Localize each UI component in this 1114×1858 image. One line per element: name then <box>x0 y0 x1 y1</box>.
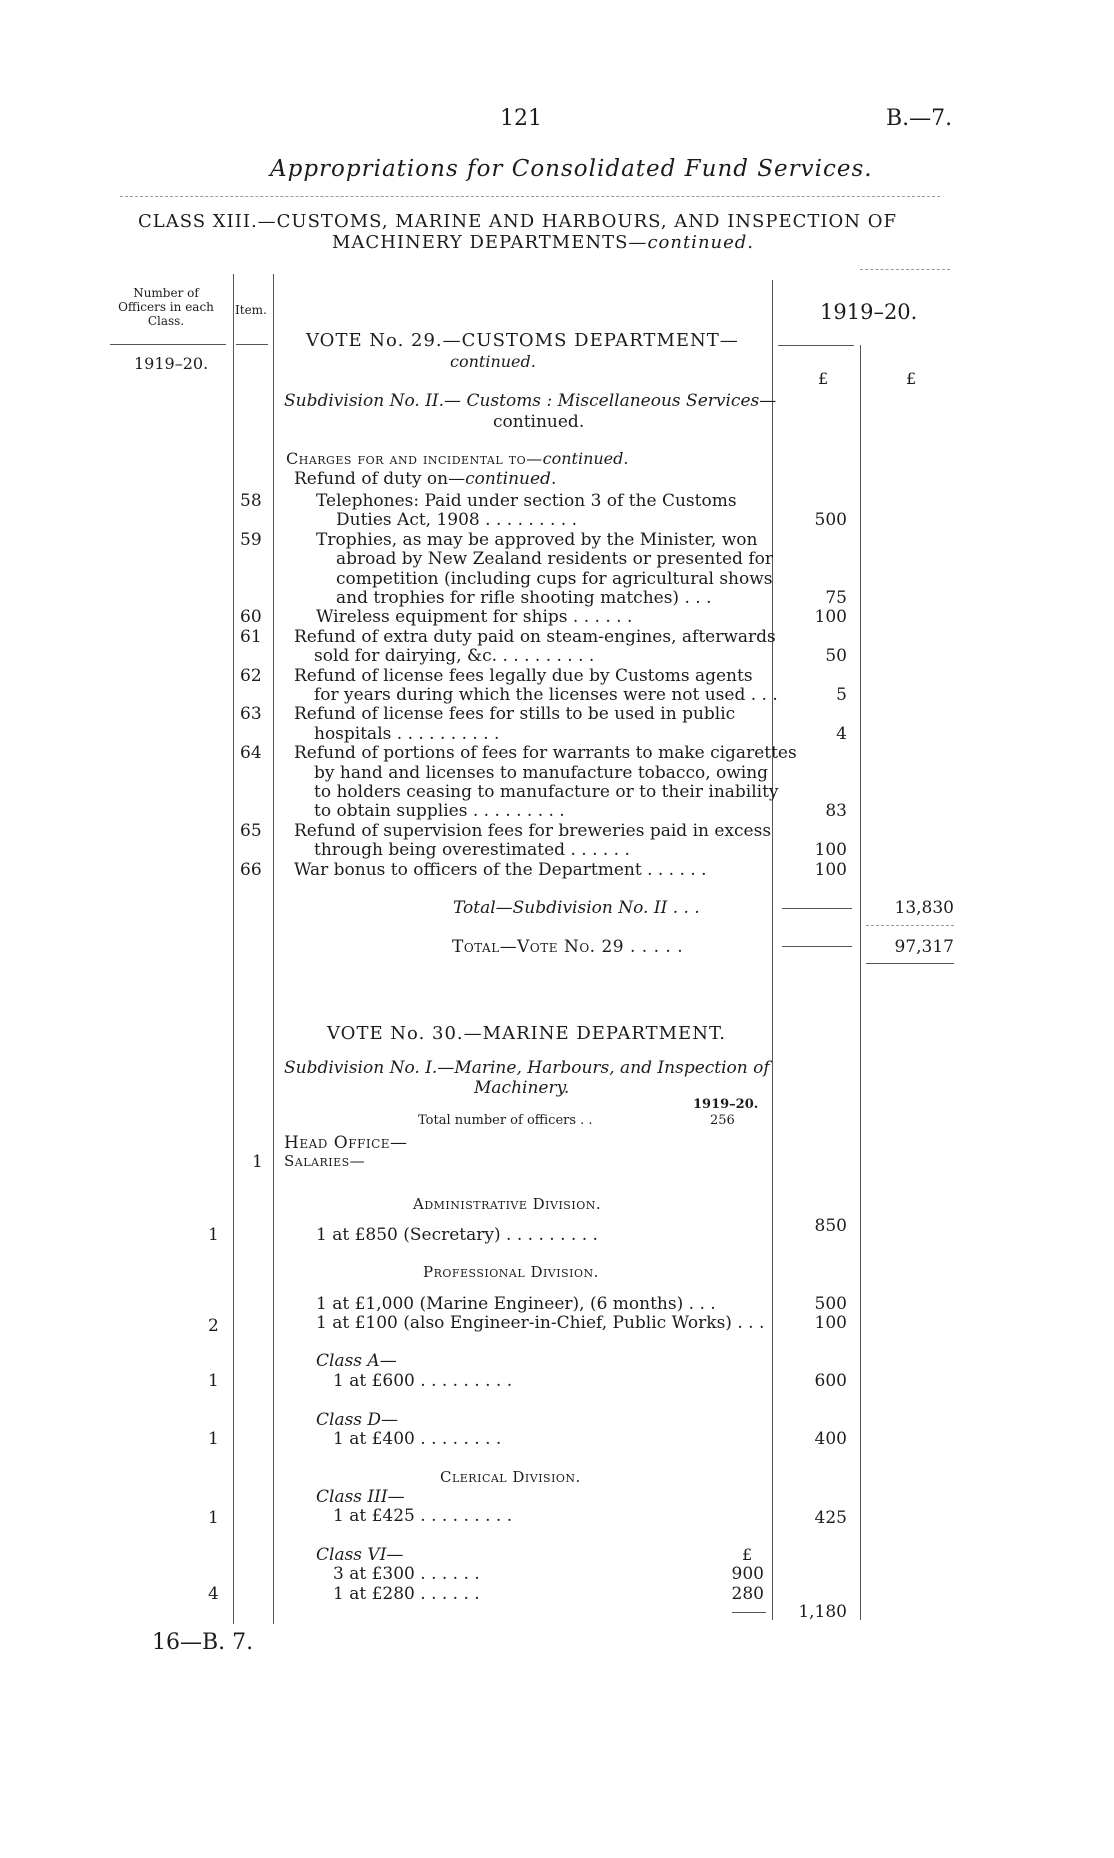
item-amount: 4 <box>836 723 847 744</box>
total-vote-underline <box>866 963 954 964</box>
class-iii-row: 1 at £425 . . . . . . . . . <box>333 1506 513 1526</box>
class-heading-line1: CLASS XIII.—CUSTOMS, MARINE AND HARBOURS, AND INSPECTION OF <box>138 211 897 232</box>
class-vi-sum-rule <box>732 1612 766 1613</box>
total-vote-label: Total—Vote No. 29 . . . . . <box>452 937 684 957</box>
item-description-line: to obtain supplies . . . . . . . . . <box>314 801 565 822</box>
item-amount: 100 <box>814 607 847 628</box>
head-office-heading: Head Office— <box>284 1133 408 1153</box>
vote30-subdivision-line2: Machinery. <box>474 1078 570 1098</box>
vote30-officers-year: 1919–20. <box>693 1097 759 1112</box>
item-description-line: and trophies for rifle shooting matches) . . . <box>336 588 712 608</box>
item-description-line: Refund of extra duty paid on steam-engines, afterwards <box>294 626 776 647</box>
clerical-division-heading: Clerical Division. <box>440 1468 581 1486</box>
charges-heading <box>286 449 628 468</box>
total-subdivision-rule <box>782 908 852 909</box>
total-column-rule <box>860 345 861 1620</box>
class-d-officers: 1 <box>208 1429 219 1449</box>
class-d-amount: 400 <box>814 1429 847 1449</box>
class-vi-officers: 4 <box>208 1584 219 1604</box>
officers-header-line3: Class. <box>147 314 185 328</box>
refund-heading <box>294 469 556 489</box>
item-number: 61 <box>240 626 262 647</box>
class-a-officers: 1 <box>208 1371 219 1391</box>
item-number: 59 <box>240 529 262 550</box>
officers-column-rule <box>233 274 234 1624</box>
salaries-heading: Salaries— <box>284 1152 366 1170</box>
class-vi-label: Class VI— <box>316 1545 404 1565</box>
item-number: 63 <box>240 704 262 725</box>
currency-symbol-2: £ <box>906 369 917 388</box>
item-number: 62 <box>240 665 262 686</box>
vote29-subdivision-continued: continued. <box>493 412 585 432</box>
item-amount: 100 <box>814 840 847 861</box>
item-description-line: abroad by New Zealand residents or presented for <box>336 549 773 570</box>
item-description-line: Duties Act, 1908 . . . . . . . . . <box>336 510 578 531</box>
charges-heading-continued: continued. <box>542 449 629 468</box>
prof-officers: 2 <box>208 1316 219 1336</box>
item-description-line: competition (including cups for agricultural shows <box>336 568 773 589</box>
item-description-line: by hand and licenses to manufacture tobacco, owing <box>314 762 769 783</box>
class-heading <box>138 211 897 232</box>
year-header-rule <box>778 345 854 346</box>
item-header-rule <box>236 344 268 345</box>
total-subdivision-label: Total—Subdivision No. II . . . <box>453 898 700 918</box>
currency-symbol-1: £ <box>818 369 829 388</box>
prof-row-2: 1 at £100 (also Engineer-in-Chief, Public Works) . . . <box>316 1313 765 1333</box>
class-iii-officers: 1 <box>208 1508 219 1528</box>
item-amount: 83 <box>825 801 847 822</box>
vote30-officers-label: Total number of officers . . <box>418 1113 593 1128</box>
item-description-line: War bonus to officers of the Department . . . . . . <box>294 859 707 880</box>
officers-header-line2: Officers in each <box>118 300 214 314</box>
amount-column-rule <box>772 280 773 1620</box>
admin-row: 1 at £850 (Secretary) . . . . . . . . . <box>316 1225 598 1245</box>
title-rule <box>120 196 940 197</box>
item-description-line: Telephones: Paid under section 3 of the Customs <box>316 491 737 511</box>
admin-amount: 850 <box>814 1216 847 1236</box>
total-vote-rule <box>782 946 852 947</box>
item-description-line: to holders ceasing to manufacture or to their inability <box>314 782 779 802</box>
professional-division-heading: Professional Division. <box>423 1263 599 1281</box>
item-description-line: hospitals . . . . . . . . . . <box>314 723 500 744</box>
vote29-title: VOTE No. 29.—CUSTOMS DEPARTMENT— <box>306 330 739 351</box>
item-number: 64 <box>240 743 262 764</box>
officers-header-rule <box>110 344 226 345</box>
class-heading-line2 <box>332 232 754 253</box>
item-description-line: Refund of license fees for stills to be used in public <box>294 704 736 725</box>
page-number: 121 <box>500 106 542 131</box>
vote29-subdivision: Subdivision No. II.— Customs : Miscellaneous Services— <box>284 391 777 411</box>
refund-heading-text: Refund of duty on— <box>294 469 466 489</box>
vote30-subdivision-line1: Subdivision No. I.—Marine, Harbours, and Inspection of <box>284 1058 770 1078</box>
salaries-item: 1 <box>252 1152 263 1172</box>
item-description-line: Refund of license fees legally due by Customs agents <box>294 665 753 686</box>
total-vote-amount: 97,317 <box>894 937 954 957</box>
item-description-line: Refund of portions of fees for warrants to make cigarettes <box>294 743 797 764</box>
item-amount: 5 <box>836 685 847 705</box>
charges-heading-text: Charges for and incidental to— <box>286 449 543 468</box>
item-description-line: Refund of supervision fees for breweries paid in excess <box>294 820 772 841</box>
class-a-amount: 600 <box>814 1371 847 1391</box>
total-subdivision-amount: 13,830 <box>894 898 954 918</box>
total-subdivision-underline <box>866 925 954 926</box>
officers-year: 1919–20. <box>134 354 209 373</box>
item-column-rule <box>273 274 274 1624</box>
item-number: 58 <box>240 491 262 511</box>
vote29-title-continued: continued. <box>450 352 536 371</box>
year-column-header: 1919–20. <box>820 300 918 324</box>
item-amount: 500 <box>814 510 847 531</box>
item-number: 66 <box>240 859 262 880</box>
class-d-label: Class D— <box>316 1410 399 1430</box>
item-number: 65 <box>240 820 262 841</box>
officers-column-header <box>102 286 230 328</box>
admin-officers: 1 <box>208 1225 219 1245</box>
administrative-division-heading: Administrative Division. <box>413 1195 602 1213</box>
class-d-row: 1 at £400 . . . . . . . . <box>333 1429 502 1449</box>
class-vi-sub-1: 900 <box>731 1564 764 1584</box>
item-amount: 75 <box>825 588 847 608</box>
item-column-header: Item. <box>235 303 267 317</box>
item-description-line: for years during which the licenses were not used . . . <box>314 685 778 705</box>
vote30-title: VOTE No. 30.—MARINE DEPARTMENT. <box>327 1023 727 1044</box>
item-description-line: through being overestimated . . . . . . <box>314 840 630 861</box>
item-number: 60 <box>240 607 262 628</box>
class-vi-currency: £ <box>742 1545 753 1564</box>
class-heading-text: MACHINERY DEPARTMENTS— <box>332 232 648 253</box>
item-description-line: Trophies, as may be approved by the Minister, won <box>316 529 758 550</box>
class-vi-sub-2: 280 <box>731 1584 764 1604</box>
item-description-line: Wireless equipment for ships . . . . . . <box>316 607 633 628</box>
prof-row-1: 1 at £1,000 (Marine Engineer), (6 months) . . . <box>316 1294 716 1314</box>
prof-amount-1: 500 <box>814 1294 847 1314</box>
item-amount: 100 <box>814 859 847 880</box>
refund-heading-continued: continued. <box>465 469 557 489</box>
class-heading-continued: continued. <box>647 232 755 253</box>
vote30-officers-count: 256 <box>710 1113 735 1128</box>
item-amount: 50 <box>825 646 847 667</box>
class-iii-label: Class III— <box>316 1487 405 1507</box>
item-description-line: sold for dairying, &c. . . . . . . . . . <box>314 646 595 667</box>
top-right-rule <box>860 269 950 270</box>
class-vi-total: 1,180 <box>798 1602 847 1622</box>
class-a-row: 1 at £600 . . . . . . . . . <box>333 1371 513 1391</box>
document-ref: B.—7. <box>886 106 953 131</box>
class-vi-row-2: 1 at £280 . . . . . . <box>333 1584 480 1604</box>
page-title: Appropriations for Consolidated Fund Services. <box>270 156 873 182</box>
prof-amount-2: 100 <box>814 1313 847 1333</box>
footer-signature: 16—B. 7. <box>152 1630 254 1655</box>
officers-header-line1: Number of <box>133 286 199 300</box>
class-iii-amount: 425 <box>814 1508 847 1528</box>
class-a-label: Class A— <box>316 1351 397 1371</box>
class-vi-row-1: 3 at £300 . . . . . . <box>333 1564 480 1584</box>
